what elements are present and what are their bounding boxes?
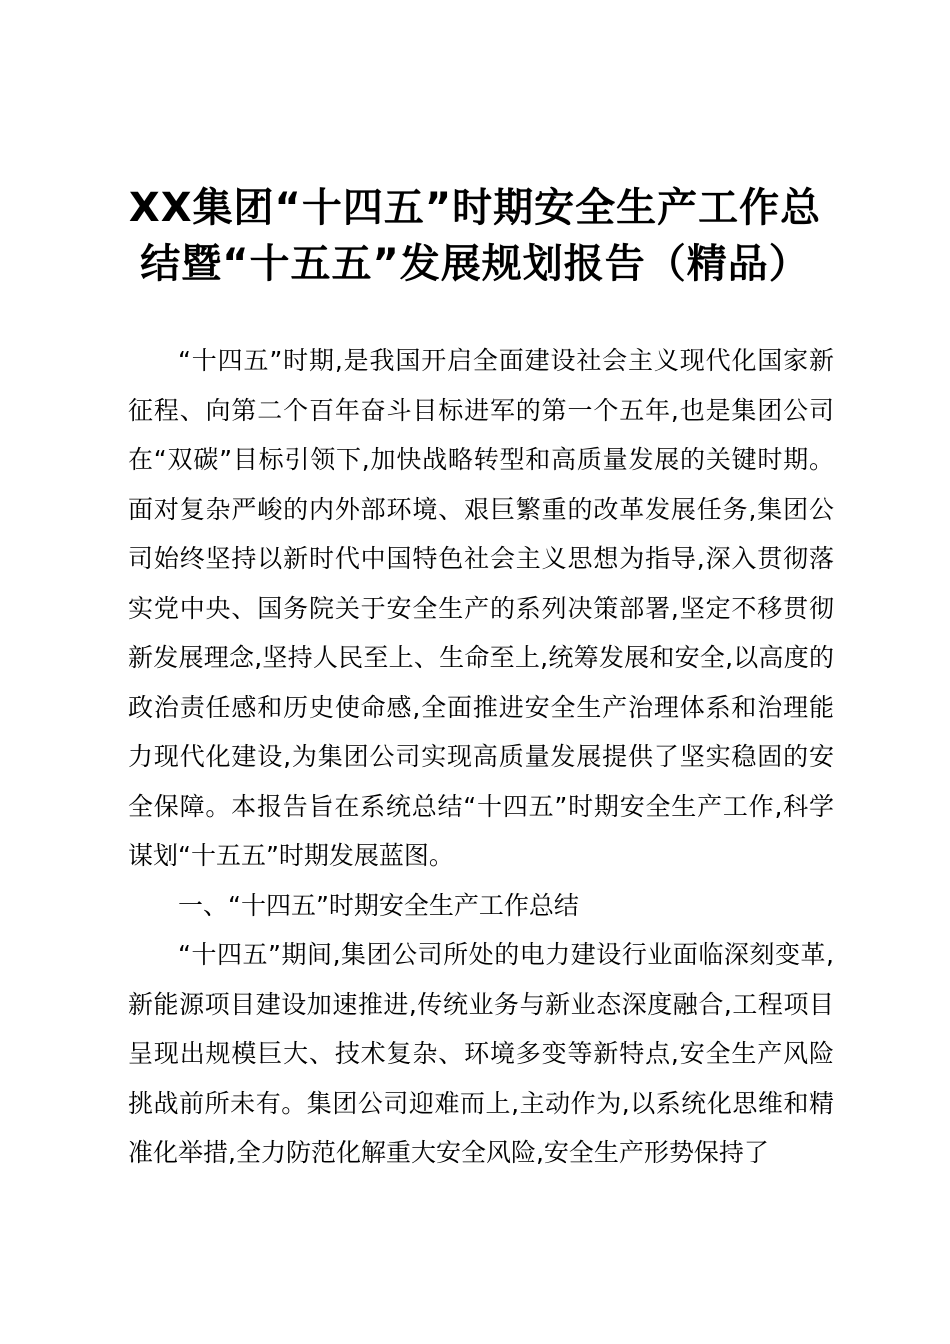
document-title: XX集团“十四五”时期安全生产工作总结暨“十五五”发展规划报告（精品）	[128, 185, 822, 287]
section-heading: 一、“十四五”时期安全生产工作总结	[178, 890, 579, 920]
section-paragraph: “十四五”期间,集团公司所处的电力建设行业面临深刻变革,新能源项目建设加速推进,传统业务与新业态深度融合,工程项目呈现出规模巨大、技术复杂、环境多变等新特点,安全生产风险挑战前所未有。集团公司迎难而上,主动作为,以系统化思维和精准化举措,全力防范化解重大安全风险,安全生产形势保持了	[128, 940, 834, 1167]
intro-paragraph: “十四五”时期,是我国开启全面建设社会主义现代化国家新征程、向第二个百年奋斗目标进军的第一个五年,也是集团公司在“双碳”目标引领下,加快战略转型和高质量发展的关键时期。面对复杂严峻的内外部环境、艰巨繁重的改革发展任务,集团公司始终坚持以新时代中国特色社会主义思想为指导,深入贯彻落实党中央、国务院关于安全生产的系列决策部署,坚定不移贯彻新发展理念,坚持人民至上、生命至上,统筹发展和安全,以高度的政治责任感和历史使命感,全面推进安全生产治理体系和治理能力现代化建设,为集团公司实现高质量发展提供了坚实稳固的安全保障。本报告旨在系统总结“十四五”时期安全生产工作,科学谋划“十五五”时期发展蓝图。	[128, 346, 834, 870]
document-body	[128, 336, 834, 1178]
